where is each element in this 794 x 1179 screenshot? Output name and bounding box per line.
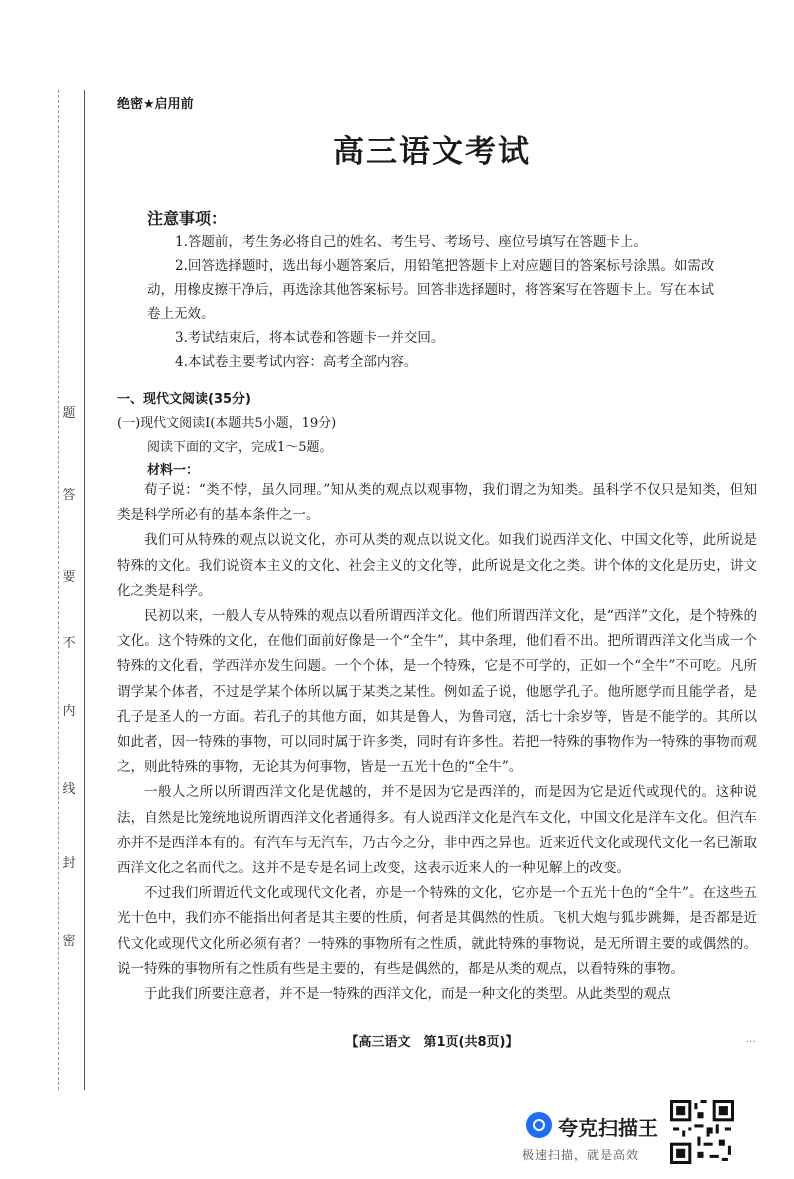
section-heading: 一、现代文阅读(35分): [117, 392, 251, 407]
seal-char: 不: [62, 636, 76, 651]
qr-code-icon: [670, 1100, 734, 1164]
passage-paragraph: 一般人之所以所谓西洋文化是优越的，并不是因为它是西洋的，而是因为它是近代或现代的。这种说法，自然是比笼统地说所谓西洋文化者通得多。有人说西洋文化是汽车文化，中国文化是洋车文化。但汽车亦并不是西洋本有的。有汽车与无汽车，乃古今之分，非中西之异也。近来近代文化或现代文化一名已渐取西洋文化之名而代之。这并不是专是名词上改变，这表示近来人的一种见解上的改变。: [117, 784, 757, 877]
seal-char: 题: [62, 406, 76, 421]
page-title: 高三语文考试: [333, 134, 531, 170]
seal-char: 线: [62, 782, 76, 797]
passage-paragraph: 荀子说：“类不悖，虽久同理。”知从类的观点以观事物，我们谓之为知类。虽科学不仅只是知类，但知类是科学所必有的基本条件之一。: [117, 482, 757, 524]
note-item: 3.考试结束后，将本试卷和答题卡一并交回。: [175, 330, 445, 346]
scanner-app-name: 夸克扫描王: [558, 1116, 658, 1140]
passage-paragraph: 不过我们所谓近代文化或现代文化者，亦是一个特殊的文化，它亦是一个五光十色的“全牛”。在这些五光十色中，我们亦不能指出何者是其主要的性质，何者是其偶然的性质。飞机大炮与狐步跳舞，是否都是近代文化或现代文化所必须有者？一特殊的事物所有之性质，就此特殊的事物说，是无所谓主要的或偶然的。说一特殊的事物所有之性质有些是主要的，有些是偶然的，都是从类的观点，以看特殊的事物。: [117, 885, 757, 977]
note-item: 1.答题前，考生务必将自己的姓名、考生号、考场号、座位号填写在答题卡上。: [175, 234, 647, 250]
scanner-logo-icon: [526, 1112, 552, 1138]
notes-heading: 注意事项：: [147, 209, 228, 228]
subsection-heading: (一)现代文阅读Ⅰ(本题共5小题，19分): [117, 416, 337, 431]
material-label: 材料一：: [147, 463, 200, 478]
secret-label: 绝密★启用前: [117, 97, 194, 112]
passage-paragraph: 民初以来，一般人专从特殊的观点以看所谓西洋文化。他们所谓西洋文化，是“西洋”文化，是个特殊的文化。这个特殊的文化，在他们面前好像是一个“全牛”，其中条理，他们看不出。把所谓西洋文化当成一个特殊的文化看，学西洋亦发生问题。一个个体，是一个特殊，它是不可学的，正如一个“全牛”不可吃。凡所谓学某个体者，不过是学某个体所以属于某类之某性。例如孟子说，他愿学孔子。他所愿学而且能学者，是孔子是圣人的一方面。若孔子的其他方面，如其是鲁人，为鲁司寇，活七十余岁等，皆是不能学的。其所以如此者，因一特殊的事物，可以同时属于许多类，同时有许多性。若把一特殊的事物作为一特殊的事物而观之，则此特殊的事物，无论其为何事物，皆是一五光十色的“全牛”。: [117, 608, 757, 776]
scanner-slogan: 极速扫描，就是高效: [522, 1148, 640, 1162]
seal-char: 密: [62, 934, 76, 949]
seal-char: 答: [62, 488, 76, 503]
binding-margin-line: [84, 90, 85, 1090]
page-footer: 【高三语文 第1页(共8页)】: [345, 1035, 519, 1050]
passage-paragraph: 于此我们所要注意者，并不是一特殊的西洋文化，而是一种文化的类型。从此类型的观点: [144, 986, 671, 1003]
reading-instruction: 阅读下面的文字，完成1～5题。: [147, 440, 333, 455]
passage-paragraph: 我们可从特殊的观点以说文化，亦可从类的观点以说文化。如我们说西洋文化、中国文化等，此所说是特殊的文化。我们说资本主义的文化、社会主义的文化等，此所说是文化之类。讲个体的文化是历史，讲文化之类是科学。: [117, 532, 757, 599]
seal-char: 要: [62, 570, 76, 585]
scanner-watermark: [520, 1100, 760, 1170]
seal-char: 封: [62, 856, 76, 871]
reading-passage: [117, 478, 757, 1007]
note-item: 4.本试卷主要考试内容：高考全部内容。: [175, 354, 418, 370]
footer-ellipsis: ...: [746, 1034, 756, 1045]
notes-list: [147, 230, 727, 374]
binding-dashed-line: [58, 90, 59, 1090]
seal-char: 内: [62, 704, 76, 719]
note-item: 2.回答选择题时，选出每小题答案后，用铅笔把答题卡上对应题目的答案标号涂黑。如需改动，用橡皮擦干净后，再选涂其他答案标号。回答非选择题时，将答案写在答题卡上。写在本试卷上无效。: [147, 258, 715, 322]
